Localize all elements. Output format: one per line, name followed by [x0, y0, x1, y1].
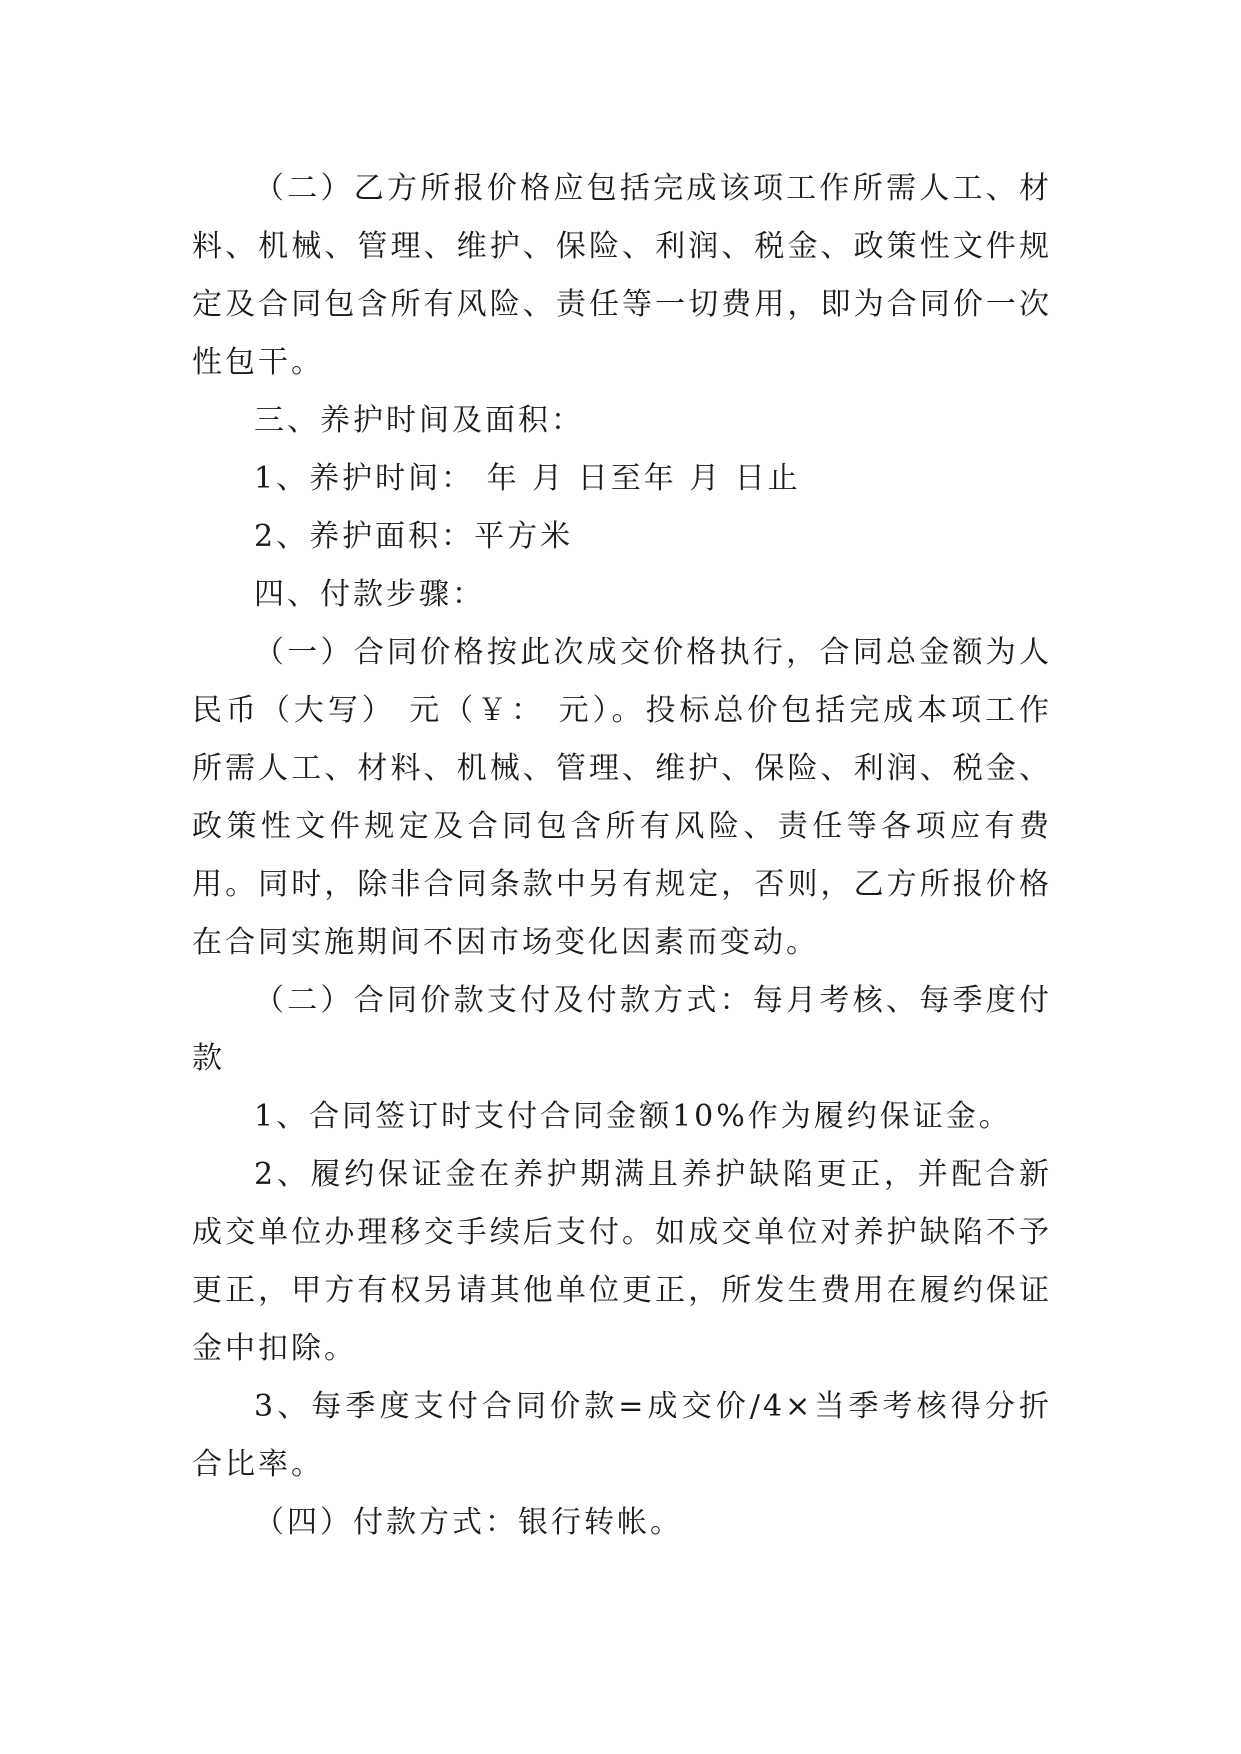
document-body	[192, 160, 1052, 1552]
paragraph-maintenance-area: 2、养护面积：平方米	[254, 519, 574, 554]
heading-payment-steps: 四、付款步骤：	[254, 577, 485, 612]
paragraph-bank-transfer: （四）付款方式：银行转帐。	[254, 1505, 683, 1540]
paragraph-performance-bond: 1、合同签订时支付合同金额10%作为履约保证金。	[254, 1099, 1012, 1134]
paragraph-bond-refund: 2、履约保证金在养护期满且养护缺陷更正，并配合新成交单位办理移交手续后支付。如成交单位对养护缺陷不予更正，甲方有权另请其他单位更正，所发生费用在履约保证金中扣除。	[192, 1157, 1052, 1366]
paragraph-quote-inclusion: （二）乙方所报价格应包括完成该项工作所需人工、材料、机械、管理、维护、保险、利润、税金、政策性文件规定及合同包含所有风险、责任等一切费用，即为合同价一次性包干。	[192, 171, 1052, 380]
paragraph-maintenance-time: 1、养护时间： 年 月 日至年 月 日止	[254, 461, 801, 496]
paragraph-payment-method-schedule: （二）合同价款支付及付款方式：每月考核、每季度付款	[192, 983, 1052, 1076]
paragraph-quarterly-payment: 3、每季度支付合同价款=成交价/4×当季考核得分折合比率。	[192, 1389, 1052, 1482]
paragraph-contract-price: （一）合同价格按此次成交价格执行，合同总金额为人民币（大写） 元（￥： 元）。投标总价包括完成本项工作所需人工、材料、机械、管理、维护、保险、利润、税金、政策性文件规定及合同包含所有风险、责任等各项应有费用。同时，除非合同条款中另有规定，否则，乙方所报价格在合同实施期间不因市场变化因素而变动。	[192, 635, 1052, 960]
heading-maintenance-time-area: 三、养护时间及面积：	[254, 403, 584, 438]
